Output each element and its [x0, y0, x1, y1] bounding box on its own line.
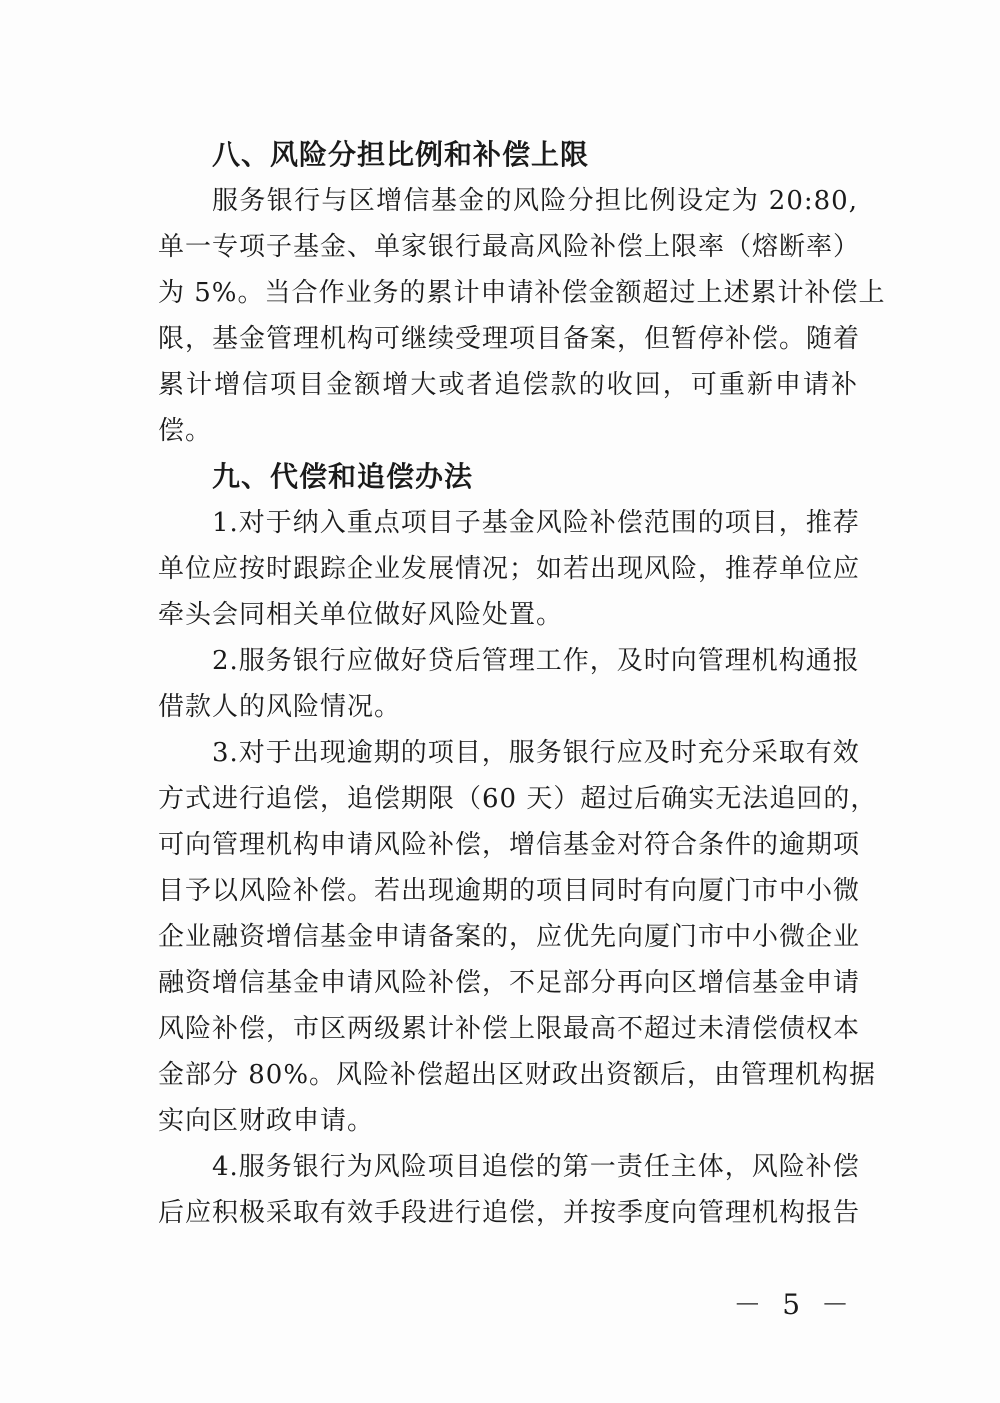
text-line: 融资增信基金申请风险补偿，不足部分再向区增信基金申请: [158, 968, 861, 998]
text-line: 3.对于出现逾期的项目，服务银行应及时充分采取有效: [212, 738, 860, 768]
page-number: － 5 －: [733, 1288, 855, 1321]
paragraph-item-3: [158, 730, 878, 1144]
paragraph-item-2: [158, 638, 858, 730]
text-line: 风险补偿，市区两级累计补偿上限最高不超过未清偿债权本: [158, 1014, 861, 1044]
document-body: [158, 132, 886, 1236]
text-line: 借款人的风险情况。: [158, 692, 402, 722]
text-line: 目予以风险补偿。若出现逾期的项目同时有向厦门市中小微: [158, 876, 861, 906]
text-line: 为 5%。当合作业务的累计申请补偿金额超过上述累计补偿上: [158, 278, 886, 308]
text-line: 可向管理机构申请风险补偿，增信基金对符合条件的逾期项: [158, 830, 861, 860]
text-line: 累计增信项目金额增大或者追偿款的收回，可重新申请补: [158, 370, 858, 400]
text-line: 企业融资增信基金申请备案的，应优先向厦门市中小微企业: [158, 922, 861, 952]
text-line: 单位应按时跟踪企业发展情况；如若出现风险，推荐单位应: [158, 554, 861, 584]
text-line: 4.服务银行为风险项目追偿的第一责任主体，风险补偿: [212, 1152, 860, 1182]
text-line: 金部分 80%。风险补偿超出区财政出资额后，由管理机构据: [158, 1060, 877, 1090]
text-line: 单一专项子基金、单家银行最高风险补偿上限率（熔断率）: [158, 232, 861, 262]
text-line: 后应积极采取有效手段进行追偿，并按季度向管理机构报告: [158, 1198, 861, 1228]
section-heading-9: 九、代偿和追偿办法: [212, 460, 474, 493]
section-heading-8: 八、风险分担比例和补偿上限: [212, 138, 590, 171]
paragraph-item-4: [158, 1144, 861, 1236]
text-line: 偿。: [158, 416, 213, 446]
text-line: 2.服务银行应做好贷后管理工作，及时向管理机构通报: [212, 646, 860, 676]
paragraph-risk-sharing: [158, 178, 886, 454]
text-line: 限，基金管理机构可继续受理项目备案，但暂停补偿。随着: [158, 324, 861, 354]
text-line: 实向区财政申请。: [158, 1106, 375, 1136]
text-line: 服务银行与区增信基金的风险分担比例设定为 20:80,: [212, 186, 858, 216]
paragraph-item-1: [158, 500, 861, 638]
text-line: 1.对于纳入重点项目子基金风险补偿范围的项目，推荐: [212, 508, 860, 538]
text-line: 方式进行追偿，追偿期限（60 天）超过后确实无法追回的，: [158, 784, 878, 814]
text-line: 牵头会同相关单位做好风险处置。: [158, 600, 564, 630]
